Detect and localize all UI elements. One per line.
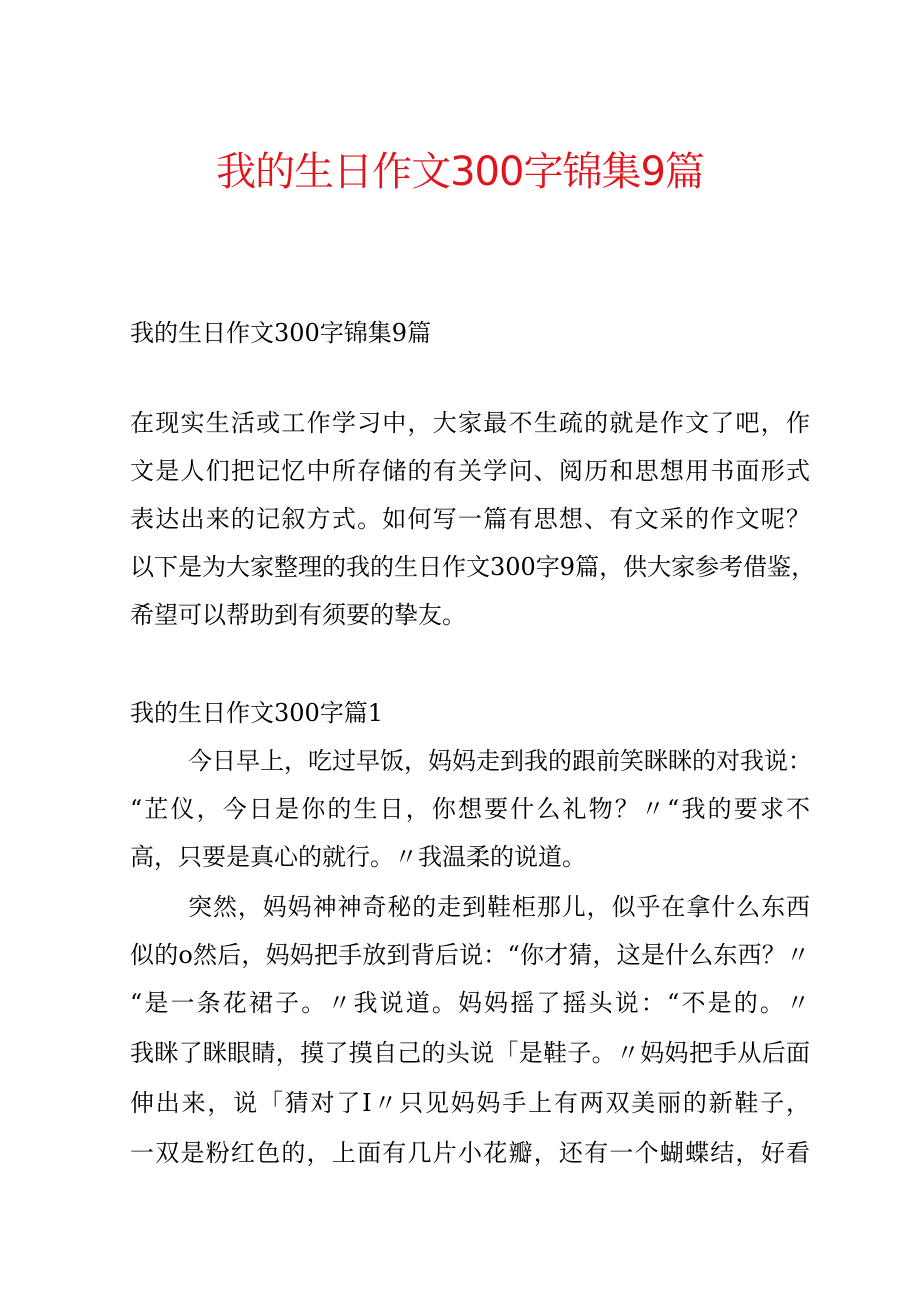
paragraph-line: “是一条花裙子。〃我说道。妈妈摇了摇头说：“不是的。〃 <box>130 989 810 1017</box>
paragraph-line: “芷仪，今日是你的生日，你想要什么礼物？〃“我的要求不 <box>130 795 810 823</box>
paragraph-line: 高，只要是真心的就行。〃我温柔的说道。 <box>130 843 586 871</box>
document-subtitle: 我的生日作文300字锦集9篇 <box>130 319 432 347</box>
document-title: 我的生日作文300字锦集9篇 <box>216 149 704 195</box>
paragraph-line: 突然，妈妈神神奇秘的走到鞋柜那儿，似乎在拿什么东西 <box>188 893 810 921</box>
paragraph-line: 我眯了眯眼睛，摸了摸自己的头说「是鞋子。〃妈妈把手从后面 <box>130 1039 810 1067</box>
intro-line: 希望可以帮助到有须要的挚友。 <box>130 601 466 629</box>
intro-line: 在现实生活或工作学习中，大家最不生疏的就是作文了吧，作 <box>130 409 810 437</box>
section-heading: 我的生日作文300字篇1 <box>130 699 384 727</box>
paragraph-line: 今日早上，吃过早饭，妈妈走到我的跟前笑眯眯的对我说： <box>188 747 812 775</box>
paragraph-line: 伸出来，说「猜对了I〃只见妈妈手上有两双美丽的新鞋子， <box>130 1089 810 1117</box>
intro-line: 以下是为大家整理的我的生日作文300字9篇，供大家参考借鉴， <box>130 553 816 581</box>
paragraph-line: 似的o然后，妈妈把手放到背后说：“你才猜，这是什么东西？〃 <box>130 941 810 969</box>
intro-line: 表达出来的记叙方式。如何写一篇有思想、有文采的作文呢？ <box>130 505 810 533</box>
paragraph-line: 一双是粉红色的，上面有几片小花瓣，还有一个蝴蝶结，好看 <box>130 1139 810 1167</box>
intro-line: 文是人们把记忆中所存储的有关学问、阅历和思想用书面形式 <box>130 457 810 485</box>
